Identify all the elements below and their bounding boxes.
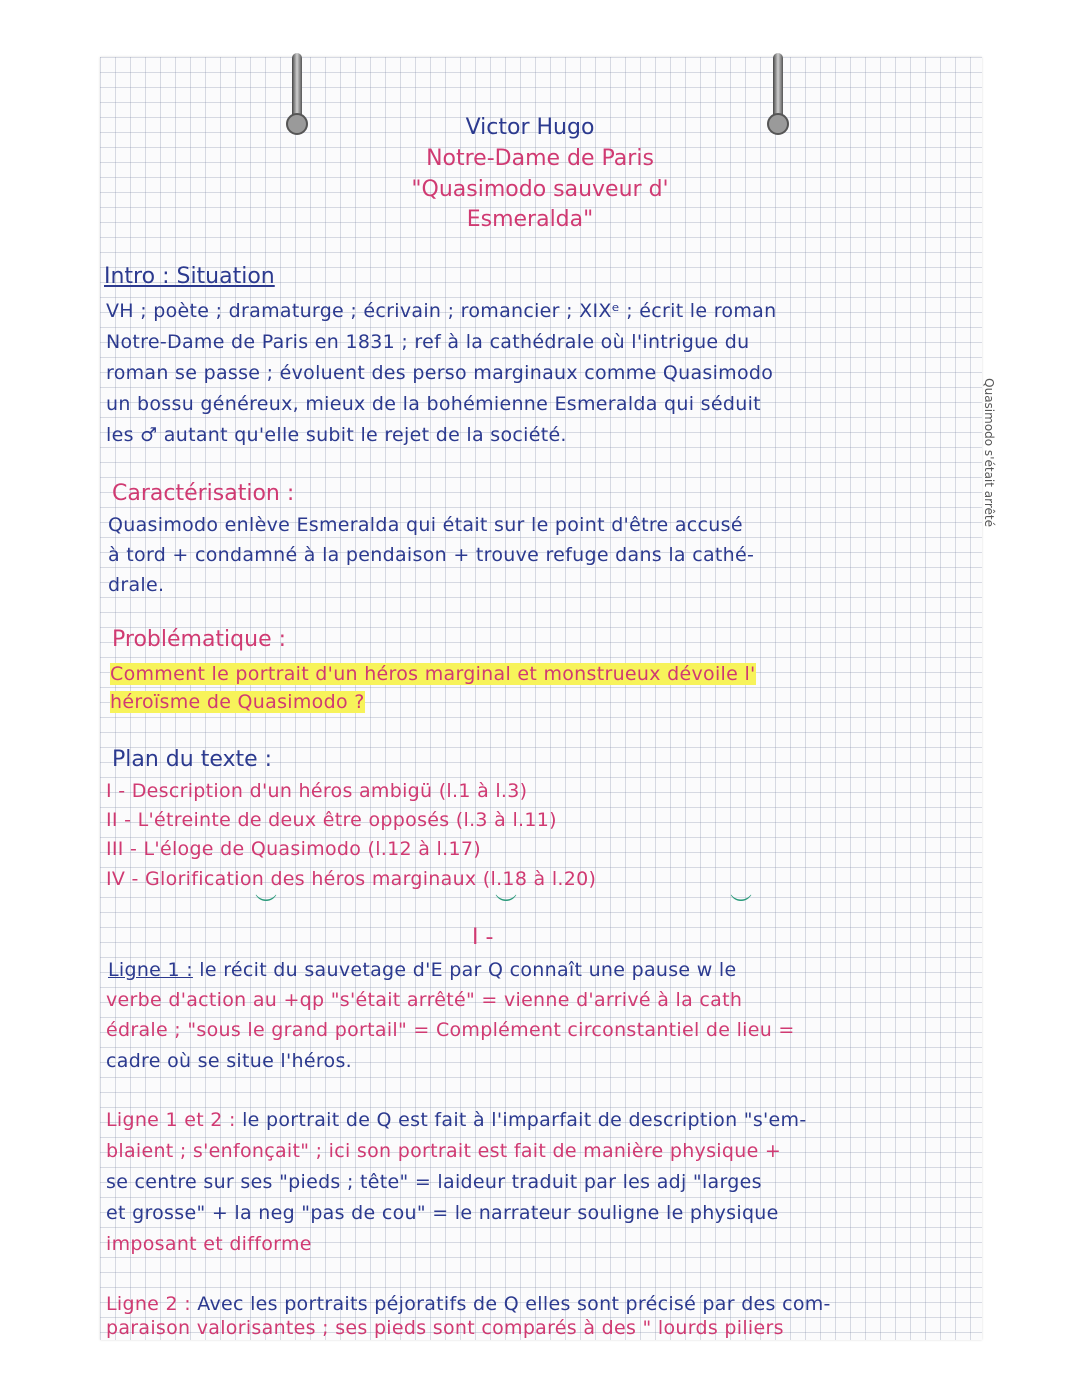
plan-heading: Plan du texte : <box>112 747 273 772</box>
problematique-line: héroïsme de Quasimodo ? <box>110 691 365 713</box>
ligne2-label: Ligne 2 : <box>106 1293 191 1315</box>
caracterisation-line: Quasimodo enlève Esmeralda qui était sur le point d'être accusé <box>108 514 743 536</box>
ligne12-label: Ligne 1 et 2 : <box>106 1109 236 1131</box>
caracterisation-line: à tord + condamné à la pendaison + trouve refuge dans la cathé- <box>108 544 755 566</box>
section-marker: I - <box>472 925 494 950</box>
analysis-line: imposant et difforme <box>106 1233 312 1255</box>
plan-item: III - L'éloge de Quasimodo (l.12 à l.17) <box>106 838 481 860</box>
analysis-line: cadre où se situe l'héros. <box>106 1050 352 1072</box>
intro-line: Notre-Dame de Paris en 1831 ; ref à la cathédrale où l'intrigue du <box>106 331 750 353</box>
analysis-line: et grosse" + la neg "pas de cou" = le narrateur souligne le physique <box>106 1202 779 1224</box>
header-author: Victor Hugo <box>465 115 595 140</box>
header-extract-2: Esmeralda" <box>466 207 594 232</box>
intro-line: un bossu généreux, mieux de la bohémienne Esmeralda qui séduit <box>106 393 761 415</box>
punch-hole <box>286 113 308 135</box>
binder-ring-right <box>765 53 791 139</box>
analysis-ligne1 <box>108 959 737 981</box>
caracterisation-line: drale. <box>108 574 165 596</box>
squiggle-mark: ︶ <box>495 894 518 919</box>
binder-ring-left <box>284 53 310 139</box>
intro-heading: Intro : Situation <box>104 264 275 289</box>
analysis-line: paraison valorisantes ; ses pieds sont comparés à des " lourds piliers <box>106 1317 784 1339</box>
caracterisation-heading: Caractérisation : <box>112 481 295 506</box>
analysis-ligne12 <box>106 1109 807 1131</box>
analysis-line: se centre sur ses "pieds ; tête" = laideur traduit par les adj "larges <box>106 1171 762 1193</box>
analysis-line: verbe d'action au +qp "s'était arrêté" = vienne d'arrivé à la cath <box>106 989 743 1011</box>
ligne1-text: le récit du sauvetage d'E par Q connaît une pause w le <box>199 959 737 981</box>
plan-item: IV - Glorification des héros marginaux (l.18 à l.20) <box>106 868 597 890</box>
intro-line: les ♂ autant qu'elle subit le rejet de la société. <box>106 424 567 446</box>
edge-text-next-page: Quasimodo s'était arrêté <box>982 378 996 527</box>
problematique-heading: Problématique : <box>112 627 287 652</box>
squiggle-mark: ︶ <box>255 894 278 919</box>
analysis-line: édrale ; "sous le grand portail" = Complément circonstantiel de lieu = <box>106 1019 795 1041</box>
problematique-line: Comment le portrait d'un héros marginal et monstrueux dévoile l' <box>110 663 756 685</box>
notebook-page <box>100 57 996 1340</box>
intro-line: roman se passe ; évoluent des perso marginaux comme Quasimodo <box>106 362 774 384</box>
plan-item: II - L'étreinte de deux être opposés (l.3 à l.11) <box>106 809 557 831</box>
header-extract-1: "Quasimodo sauveur d' <box>411 177 669 202</box>
analysis-line: blaient ; s'enfonçait" ; ici son portrait est fait de manière physique + <box>106 1140 782 1162</box>
squiggle-mark: ︶ <box>730 894 753 919</box>
intro-line: VH ; poète ; dramaturge ; écrivain ; romancier ; XIXᵉ ; écrit le roman <box>106 300 777 322</box>
analysis-ligne2 <box>106 1293 831 1315</box>
ligne12-text: le portrait de Q est fait à l'imparfait de description "s'em- <box>242 1109 807 1131</box>
plan-item: I - Description d'un héros ambigü (l.1 à l.3) <box>106 780 528 802</box>
ligne2-text: Avec les portraits péjoratifs de Q elles sont précisé par des com- <box>197 1293 831 1315</box>
ligne1-label: Ligne 1 : <box>108 959 193 981</box>
header-work: Notre-Dame de Paris <box>426 146 654 171</box>
punch-hole <box>767 113 789 135</box>
